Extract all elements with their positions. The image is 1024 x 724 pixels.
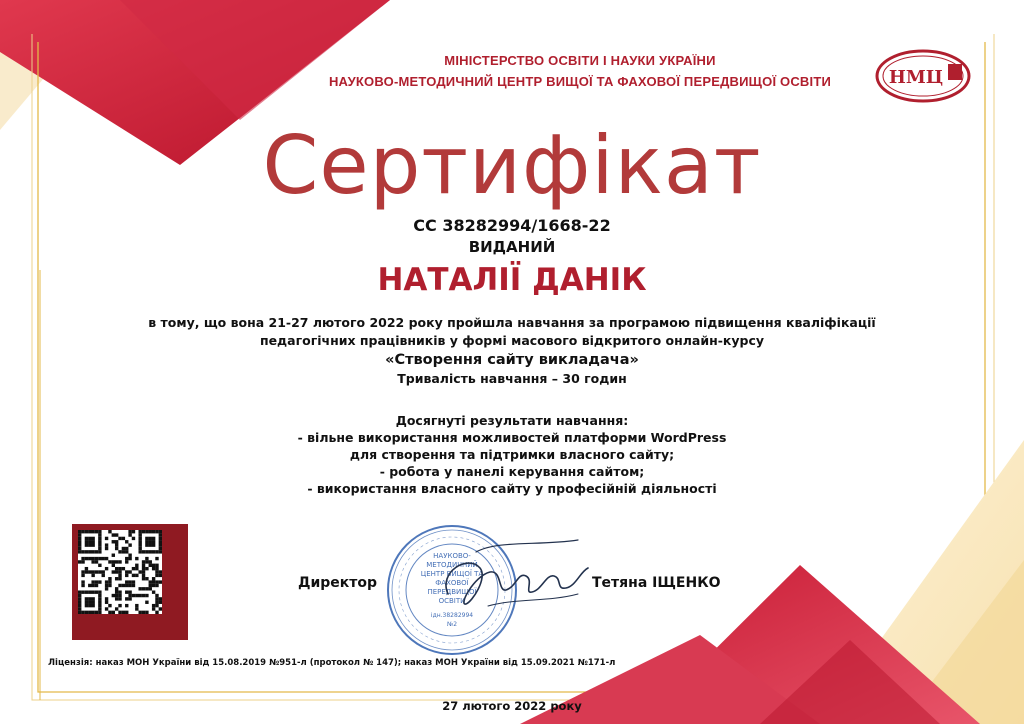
director-name: Тетяна ІЩЕНКО [592, 575, 721, 591]
nmc-logo-icon [874, 48, 972, 104]
results-item: - вільне використання можливостей платформи WordPress [297, 430, 727, 445]
issued-label: ВИДАНИЙ [468, 238, 556, 256]
stamp-line: ОСВІТИ [438, 597, 466, 605]
director-label: Директор [298, 575, 378, 591]
learning-results [150, 412, 874, 497]
qr-code-icon [78, 530, 162, 614]
license-info: Ліцензія: наказ МОН України від 15.08.2019 №951-л (протокол № 147); наказ МОН України від 15.09.2021 №171-л [48, 658, 616, 668]
results-item: для створення та підтримки власного сайту; [349, 447, 675, 462]
center-name: НАУКОВО-МЕТОДИЧНИЙ ЦЕНТР ВИЩОЇ ТА ФАХОВОЇ ПЕРЕДВИЩОЇ ОСВІТИ [328, 74, 832, 89]
body-line-2: педагогічних працівників у формі масового відкритого онлайн-курсу [259, 333, 765, 348]
results-item: - використання власного сайту у професійній діяльності [307, 481, 717, 496]
stamp-code: ідн.38282994 [430, 612, 474, 619]
certificate-number: СС 38282994/1668-22 [413, 216, 611, 235]
issue-date: 27 лютого 2022 року [442, 699, 582, 713]
stamp-line: НАУКОВО- [433, 552, 471, 560]
director-signature [428, 532, 598, 622]
stamp-line: МЕТОДИЧНИЙ [426, 561, 478, 569]
stamp-line: ЦЕНТР ВИЩОЇ ТА [420, 570, 484, 578]
results-heading: Досягнуті результати навчання: [395, 413, 629, 428]
logo-text: НМЦ [888, 67, 944, 88]
qr-code [78, 530, 162, 614]
body-line-1: в тому, що вона 21-27 лютого 2022 року пройшла навчання за програмою підвищення кваліфікації [148, 315, 876, 330]
recipient-name: НАТАЛІЇ ДАНІК [377, 262, 647, 298]
stamp-line: ПЕРЕДВИЩОЇ [427, 588, 477, 596]
stamp-line: ФАХОВОЇ [435, 579, 469, 587]
certificate-title: Сертифікат [262, 119, 762, 212]
issuer-header [300, 50, 860, 92]
results-item: - робота у панелі керування сайтом; [379, 464, 645, 479]
ministry-name: МІНІСТЕРСТВО ОСВІТИ І НАУКИ УКРАЇНИ [444, 53, 716, 68]
certificate-body [100, 314, 924, 388]
course-name: «Створення сайту викладача» [385, 352, 639, 368]
stamp-number: №2 [446, 621, 458, 628]
course-duration: Тривалість навчання – 30 годин [397, 371, 627, 386]
